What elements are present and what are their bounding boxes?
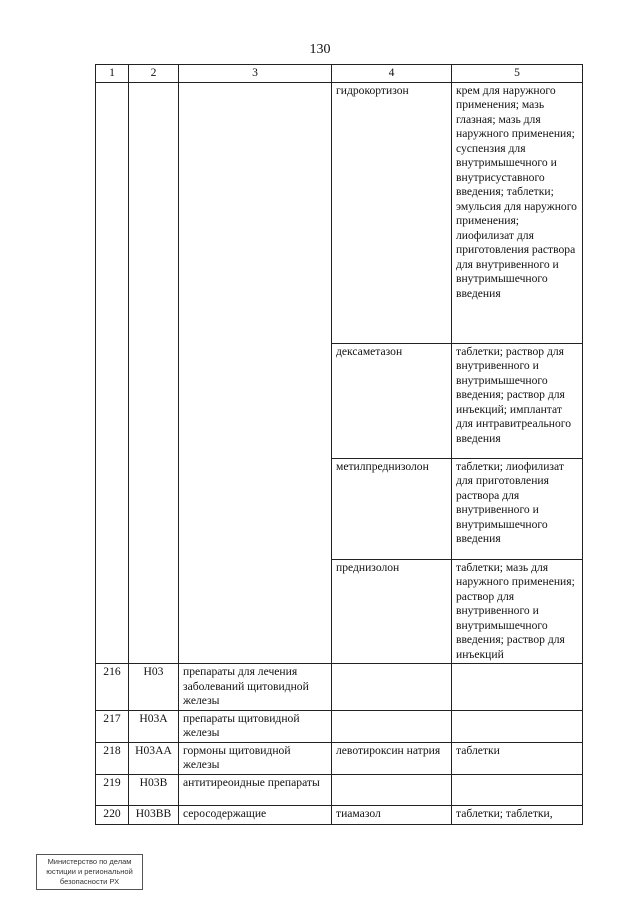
stamp-line: Министерство по делам [47, 857, 132, 866]
atc-code: H03 [129, 664, 179, 711]
stamp-line: безопасности РХ [59, 877, 120, 886]
group-name: антитиреоидные препараты [179, 774, 332, 805]
page-number: 130 [309, 42, 331, 57]
atc-code [129, 82, 179, 664]
group-name: препараты для лечения заболеваний щитовидной железы [179, 664, 332, 711]
group-name: серосодержащие [179, 805, 332, 824]
row-number: 217 [96, 710, 129, 742]
table-row [96, 664, 583, 711]
dosage-form: таблетки; мазь для наружного применения; раствор для внутривенного и внутримышечного введения; раствор для инъекций [452, 559, 583, 664]
drug-name [332, 664, 452, 711]
table-row [96, 82, 583, 343]
drug-name: тиамазол [332, 805, 452, 824]
group-name [179, 82, 332, 664]
dosage-form [452, 710, 583, 742]
header-row [96, 65, 583, 83]
table-row [96, 742, 583, 774]
header-col-5: 5 [452, 65, 583, 83]
dosage-form [452, 664, 583, 711]
drug-name: дексаметазон [332, 343, 452, 458]
atc-code: H03AA [129, 742, 179, 774]
row-number: 219 [96, 774, 129, 805]
atc-code: H03BB [129, 805, 179, 824]
atc-code: H03A [129, 710, 179, 742]
dosage-form: таблетки; раствор для внутривенного и внутримышечного введения; раствор для инъекций; имплантат для интравитреального введения [452, 343, 583, 458]
header-col-4: 4 [332, 65, 452, 83]
ministry-stamp [36, 854, 143, 890]
table-row [96, 774, 583, 805]
dosage-form: таблетки; таблетки, [452, 805, 583, 824]
header-col-1: 1 [96, 65, 129, 83]
drug-name: левотироксин натрия [332, 742, 452, 774]
drug-table [95, 64, 583, 825]
row-number: 220 [96, 805, 129, 824]
row-number: 216 [96, 664, 129, 711]
atc-code: H03B [129, 774, 179, 805]
header-col-3: 3 [179, 65, 332, 83]
drug-name: метилпреднизолон [332, 458, 452, 559]
drug-name: гидрокортизон [332, 82, 452, 343]
group-name: гормоны щитовидной железы [179, 742, 332, 774]
row-number [96, 82, 129, 664]
table-row [96, 710, 583, 742]
drug-name [332, 710, 452, 742]
drug-name [332, 774, 452, 805]
header-col-2: 2 [129, 65, 179, 83]
group-name: препараты щитовидной железы [179, 710, 332, 742]
dosage-form [452, 774, 583, 805]
stamp-line: юстиции и региональной [46, 867, 133, 876]
drug-name: преднизолон [332, 559, 452, 664]
table-row [96, 805, 583, 824]
row-number: 218 [96, 742, 129, 774]
dosage-form: таблетки; лиофилизат для приготовления раствора для внутривенного и внутримышечного введения [452, 458, 583, 559]
dosage-form: таблетки [452, 742, 583, 774]
dosage-form: крем для наружного применения; мазь глазная; мазь для наружного применения; суспензия для внутримышечного и внутрисуставного введения; таблетки; эмульсия для наружного применения; лиофилизат для приготовления раствора для внутривенного и внутримышечного введения [452, 82, 583, 343]
